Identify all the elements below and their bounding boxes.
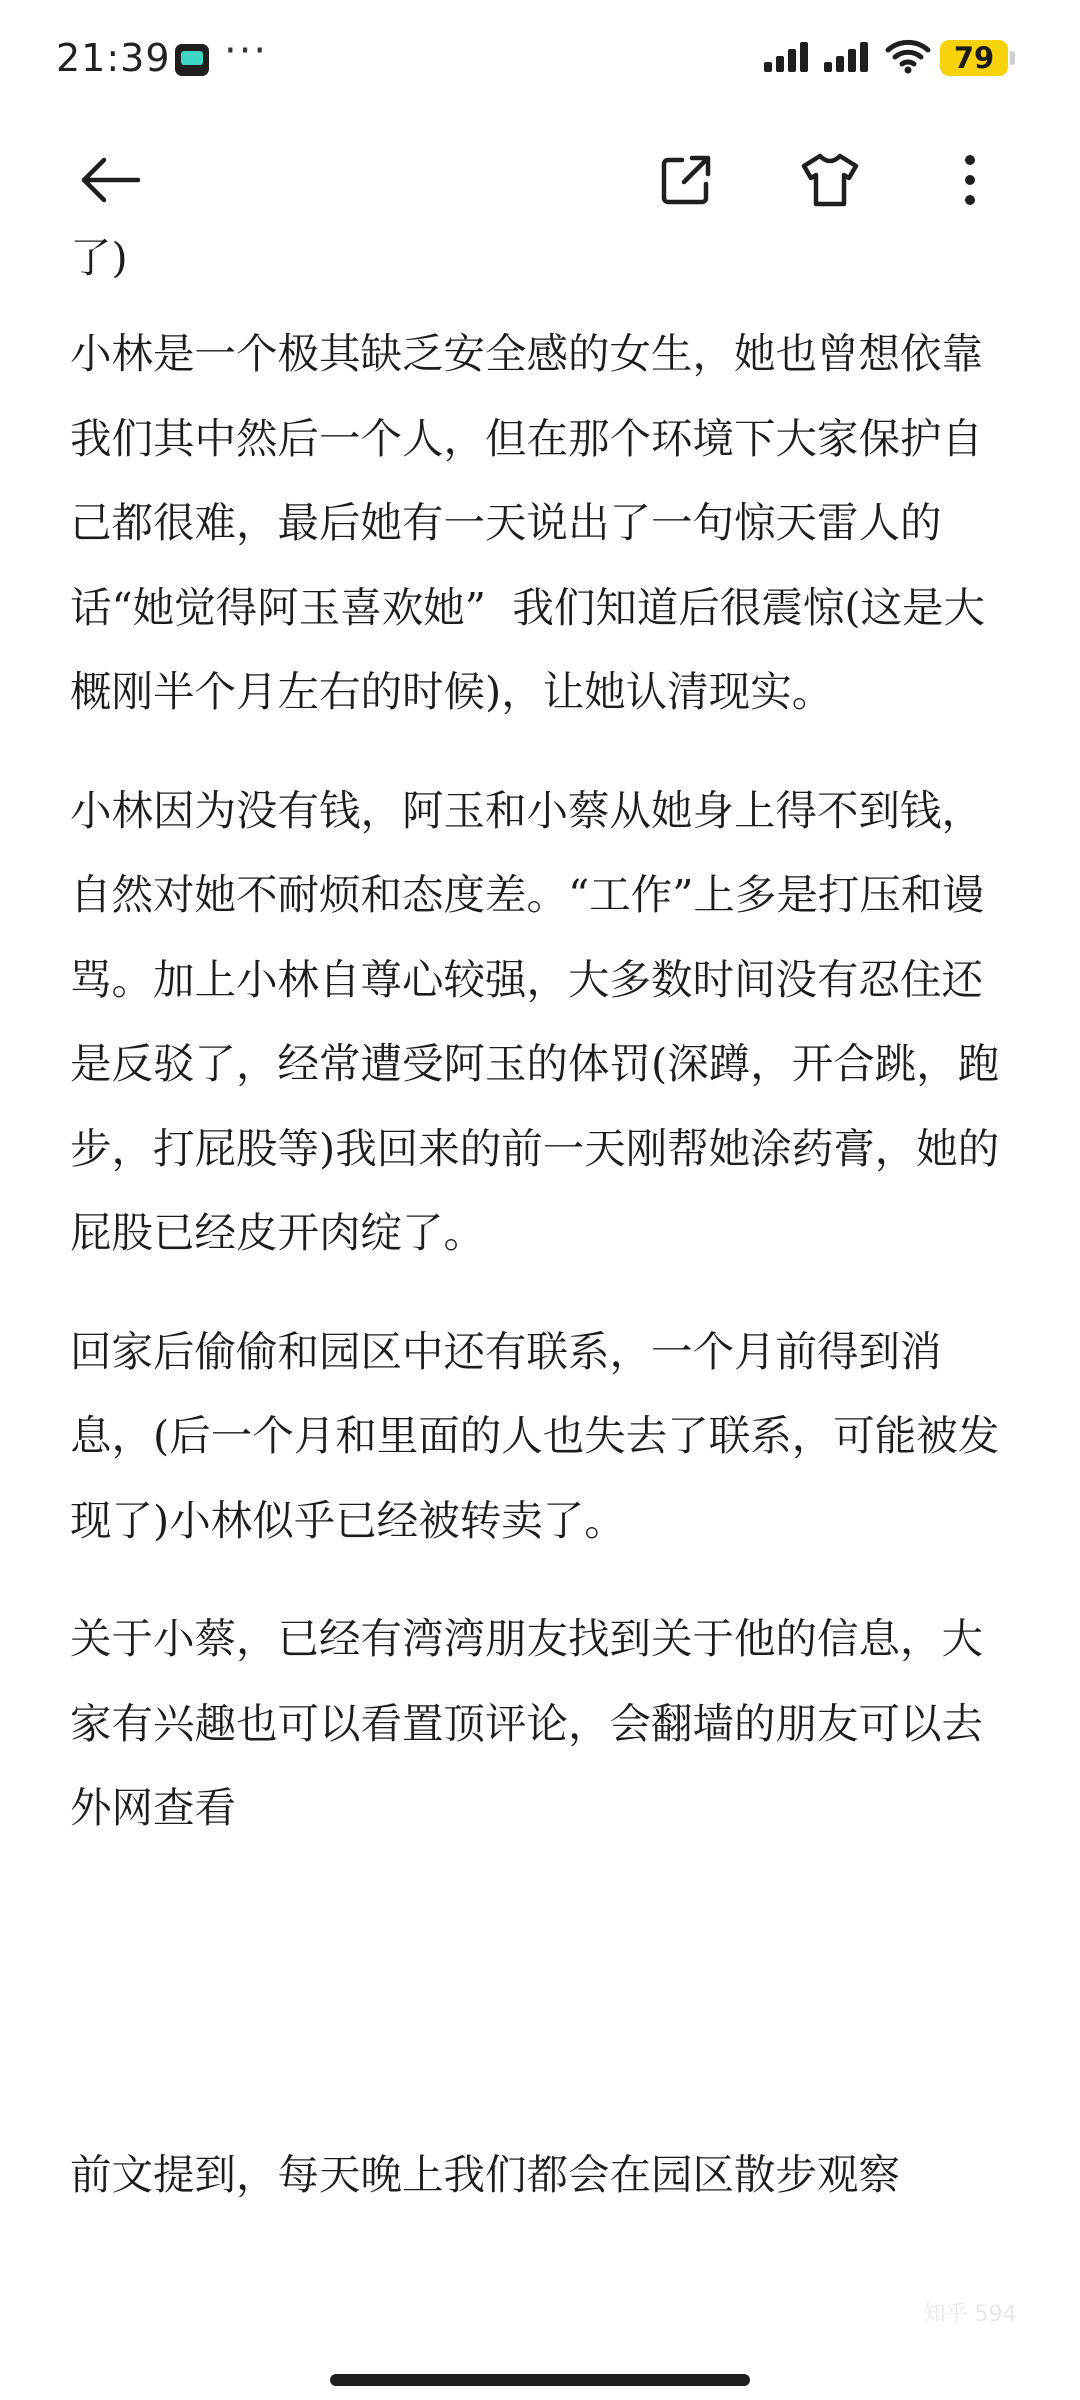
cellular-signal-2-icon	[824, 42, 870, 72]
more-vertical-icon	[960, 152, 980, 208]
battery-tip	[1010, 51, 1015, 65]
article-paragraph: 关于小蔡，已经有湾湾朋友找到关于他的信息，大家有兴趣也可以看置顶评论，会翻墙的朋友可以去外网查看	[70, 1614, 984, 1832]
article-body	[70, 233, 1020, 2217]
cellular-signal-icon	[764, 42, 810, 72]
article-paragraph: 回家后偷偷和园区中还有联系，一个月前得到消息，(后一个月和里面的人也失去了联系，可能被发现了)小林似乎已经被转卖了。	[70, 1326, 1000, 1545]
article-paragraph: 前文提到，每天晚上我们都会在园区散步观察	[70, 2149, 901, 2199]
wifi-icon	[884, 38, 932, 74]
battery-indicator: 79	[940, 40, 1008, 76]
tv-app-icon	[175, 44, 209, 76]
more-options-button[interactable]	[930, 140, 1010, 220]
home-indicator[interactable]	[330, 2374, 750, 2386]
zhihu-watermark: 知乎 594	[923, 2302, 1017, 2327]
more-notifications-icon: ···	[224, 28, 269, 74]
article-paragraph: 小林因为没有钱，阿玉和小蔡从她身上得不到钱，自然对她不耐烦和态度差。“工作”上多是打压和谩骂。加上小林自尊心较强，大多数时间没有忍住还是反驳了，经常遭受阿玉的体罚(深蹲，开合跳，跑步，打屁股等)我回来的前一天刚帮她涂药膏，她的屁股已经皮开肉绽了。	[70, 785, 1000, 1257]
status-bar	[0, 0, 1080, 120]
back-button[interactable]	[70, 140, 150, 220]
arrow-left-icon	[78, 156, 142, 204]
share-button[interactable]	[646, 140, 726, 220]
share-external-icon	[658, 152, 714, 208]
tshirt-icon	[800, 152, 860, 208]
article-paragraph: 小林是一个极其缺乏安全感的女生，她也曾想依靠我们其中然后一个人，但在那个环境下大家保护自己都很难，最后她有一天说出了一句惊天雷人的话“她觉得阿玉喜欢她” 我们知道后很震惊(这是大概刚半个月左右的时候)，让她认清现实。	[70, 329, 986, 716]
status-time: 21:39	[56, 36, 171, 80]
article-spacer	[70, 1885, 1020, 2133]
theme-button[interactable]	[790, 140, 870, 220]
article-partial-line: 了)	[70, 233, 128, 278]
